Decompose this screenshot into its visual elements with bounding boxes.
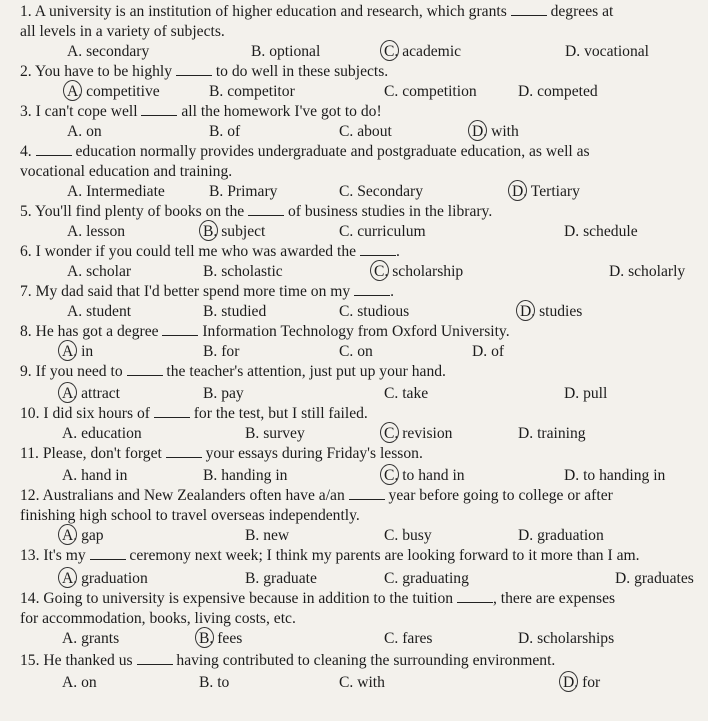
question-15-option-b: [199, 673, 229, 692]
question-1-stem: [20, 2, 613, 21]
question-10-option-b: [245, 424, 305, 443]
answer-blank: [248, 214, 284, 216]
option-letter: B.: [245, 570, 264, 587]
question-6-stem: [20, 242, 400, 261]
option-letter: B.: [209, 183, 228, 200]
option-letter: C.: [384, 467, 403, 484]
option-text: training: [537, 425, 586, 442]
stem-text: I did six hours of: [43, 405, 154, 422]
option-text: scholarships: [537, 630, 615, 647]
option-letter: D.: [520, 303, 540, 320]
option-text: Tertiary: [530, 183, 580, 200]
question-12-option-c: [384, 526, 432, 545]
question-10-stem: [20, 404, 368, 423]
question-1-option-d: [565, 42, 649, 61]
stem-text: having contributed to cleaning the surrounding environment.: [172, 652, 556, 669]
question-14-continuation: for accommodation, books, living costs, etc.: [20, 610, 296, 627]
stem-text: all the homework I've got to do!: [177, 103, 382, 120]
stem-text: your essays during Friday's lesson.: [201, 445, 423, 462]
question-12-option-a: [62, 526, 104, 545]
option-letter: A.: [62, 425, 82, 442]
question-6-option-c: [374, 262, 463, 281]
question-11-option-c: [384, 466, 465, 485]
option-text: lesson: [86, 223, 126, 240]
question-6-option-d: [609, 262, 685, 281]
option-letter: B.: [203, 385, 222, 402]
option-text: of: [491, 343, 505, 360]
question-number: 15.: [20, 652, 44, 669]
question-9-stem: [20, 362, 446, 381]
option-letter: B.: [209, 83, 228, 100]
option-text: gap: [81, 527, 104, 544]
stem-text: If you need to: [35, 363, 127, 380]
question-5-option-d: [564, 222, 638, 241]
stem-text: year before going to college or after: [384, 487, 613, 504]
question-15-option-a: [62, 673, 97, 692]
option-text: optional: [269, 43, 321, 60]
option-text: Primary: [227, 183, 278, 200]
question-number: 5.: [20, 203, 36, 220]
question-1-option-c: [384, 42, 461, 61]
answer-blank: [360, 254, 396, 256]
question-4-option-d: [512, 182, 580, 201]
option-text: graduation: [537, 527, 604, 544]
stem-text: You have to be highly: [35, 63, 176, 80]
option-text: for: [582, 674, 601, 691]
option-text: in: [81, 343, 94, 360]
stem-text: It's my: [43, 547, 90, 564]
answer-blank: [90, 558, 126, 560]
question-5-option-c: [339, 222, 426, 241]
option-text: Intermediate: [86, 183, 165, 200]
option-letter: D.: [564, 467, 584, 484]
answer-blank: [36, 154, 72, 156]
option-text: studies: [539, 303, 583, 320]
question-7-option-b: [203, 302, 266, 321]
answer-blank: [349, 498, 385, 500]
option-letter: A.: [62, 570, 82, 587]
option-text: take: [402, 385, 429, 402]
stem-text: of business studies in the library.: [284, 203, 493, 220]
option-letter: A.: [67, 303, 87, 320]
question-2-stem: [20, 62, 388, 81]
option-text: student: [86, 303, 132, 320]
question-9-option-a: [62, 384, 120, 403]
option-text: to: [217, 674, 230, 691]
option-text: about: [357, 123, 392, 140]
option-letter: C.: [339, 223, 358, 240]
answer-blank: [511, 14, 547, 16]
question-7-option-c: [339, 302, 409, 321]
option-text: fees: [217, 630, 243, 647]
option-letter: C.: [384, 425, 403, 442]
option-text: survey: [263, 425, 305, 442]
question-2-option-b: [209, 82, 295, 101]
option-letter: D.: [565, 43, 585, 60]
question-6-option-a: [67, 262, 131, 281]
question-11-stem: [20, 444, 423, 463]
question-8-stem: [20, 322, 510, 341]
stem-text: Information Technology from Oxford University.: [198, 323, 510, 340]
stem-text: Please, don't forget: [42, 445, 166, 462]
question-5-option-b: [203, 222, 265, 241]
option-text: pull: [583, 385, 608, 402]
question-1-continuation: all levels in a variety of subjects.: [20, 23, 225, 40]
stem-text: .: [390, 283, 395, 300]
option-text: scholarship: [392, 263, 464, 280]
option-letter: D.: [564, 223, 584, 240]
option-letter: C.: [384, 527, 403, 544]
option-letter: B.: [203, 223, 222, 240]
question-13-option-d: [615, 569, 694, 588]
stem-text: the teacher's attention, just put up your hand.: [162, 363, 446, 380]
option-text: scholarly: [628, 263, 686, 280]
question-14-option-b: [199, 629, 242, 648]
answer-blank: [162, 334, 198, 336]
option-letter: D.: [564, 385, 584, 402]
stem-text: ceremony next week; I think my parents are looking forward to it more than I am.: [125, 547, 640, 564]
option-letter: A.: [67, 83, 87, 100]
answer-blank: [154, 416, 190, 418]
option-text: attract: [81, 385, 121, 402]
answer-blank: [137, 663, 173, 665]
option-letter: D.: [512, 183, 531, 200]
question-12-continuation: finishing high school to travel overseas independently.: [20, 507, 360, 524]
question-number: 6.: [20, 243, 36, 260]
question-4-continuation: vocational education and training.: [20, 163, 233, 180]
stem-text: to do well in these subjects.: [211, 63, 389, 80]
stem-text: You'll find plenty of books on the: [35, 203, 249, 220]
option-text: on: [86, 123, 102, 140]
option-text: graduates: [634, 570, 694, 587]
question-number: 12.: [20, 487, 43, 504]
question-15-stem: [20, 651, 555, 670]
question-number: 4.: [20, 143, 36, 160]
option-letter: A.: [67, 123, 87, 140]
option-text: competed: [537, 83, 598, 100]
stem-text: , there are expenses: [493, 590, 616, 607]
question-6-option-b: [203, 262, 283, 281]
option-letter: D.: [609, 263, 629, 280]
stem-text: He has got a degree: [35, 323, 163, 340]
option-text: for: [221, 343, 240, 360]
question-7-option-a: [67, 302, 131, 321]
question-10-option-a: [62, 424, 142, 443]
option-text: education: [81, 425, 142, 442]
question-13-option-b: [245, 569, 317, 588]
option-text: to hand in: [402, 467, 465, 484]
option-letter: A.: [67, 43, 87, 60]
question-12-option-d: [518, 526, 604, 545]
option-text: studious: [357, 303, 410, 320]
option-letter: A.: [62, 467, 82, 484]
option-text: curriculum: [357, 223, 426, 240]
option-text: competition: [402, 83, 477, 100]
question-number: 8.: [20, 323, 36, 340]
option-text: of: [227, 123, 241, 140]
answer-blank: [457, 601, 493, 603]
question-13-option-c: [384, 569, 469, 588]
question-8-option-c: [339, 342, 373, 361]
question-8-option-a: [62, 342, 93, 361]
option-text: to handing in: [583, 467, 666, 484]
question-10-option-d: [518, 424, 586, 443]
stem-text: A university is an institution of higher education and research, which grants: [34, 3, 511, 20]
question-9-option-b: [203, 384, 244, 403]
question-14-option-c: [384, 629, 433, 648]
question-3-stem: [20, 102, 382, 121]
stem-text: He thanked us: [43, 652, 137, 669]
option-letter: A.: [67, 263, 87, 280]
question-2-option-d: [518, 82, 598, 101]
stem-text: .: [395, 243, 400, 260]
question-7-option-d: [520, 302, 582, 321]
option-text: subject: [221, 223, 266, 240]
option-letter: A.: [62, 674, 82, 691]
question-number: 2.: [20, 63, 36, 80]
stem-text: I wonder if you could tell me who was awarded the: [35, 243, 360, 260]
option-text: scholar: [86, 263, 132, 280]
stem-text: I can't cope well: [35, 103, 142, 120]
option-text: graduation: [81, 570, 148, 587]
option-letter: C.: [339, 343, 358, 360]
question-9-option-c: [384, 384, 428, 403]
option-letter: C.: [384, 385, 403, 402]
question-13-stem: [20, 546, 640, 565]
option-letter: D.: [518, 527, 538, 544]
option-text: secondary: [86, 43, 150, 60]
option-text: studied: [221, 303, 267, 320]
answer-blank: [176, 74, 212, 76]
question-1-option-b: [251, 42, 320, 61]
question-3-option-d: [472, 122, 519, 141]
question-number: 1.: [20, 3, 35, 20]
option-text: on: [81, 674, 97, 691]
option-text: schedule: [583, 223, 638, 240]
question-5-option-a: [67, 222, 125, 241]
question-3-option-a: [67, 122, 102, 141]
option-text: competitor: [227, 83, 295, 100]
option-letter: B.: [199, 630, 218, 647]
option-letter: A.: [67, 183, 87, 200]
option-letter: B.: [245, 425, 264, 442]
question-12-stem: [20, 486, 613, 505]
option-letter: D.: [518, 425, 538, 442]
question-number: 11.: [20, 445, 43, 462]
option-letter: B.: [203, 303, 222, 320]
option-letter: A.: [62, 630, 82, 647]
option-letter: D.: [518, 83, 538, 100]
question-9-option-d: [564, 384, 607, 403]
question-4-stem: [20, 142, 590, 161]
answer-blank: [166, 456, 202, 458]
option-letter: B.: [199, 674, 218, 691]
option-text: competitive: [86, 83, 160, 100]
option-letter: B.: [209, 123, 228, 140]
question-15-option-d: [563, 673, 600, 692]
option-letter: B.: [245, 527, 264, 544]
question-4-option-b: [209, 182, 277, 201]
option-text: with: [491, 123, 519, 140]
question-12-option-b: [245, 526, 289, 545]
question-8-option-b: [203, 342, 239, 361]
option-text: vocational: [584, 43, 650, 60]
question-number: 14.: [20, 590, 44, 607]
question-7-stem: [20, 282, 394, 301]
question-number: 10.: [20, 405, 44, 422]
question-4-option-c: [339, 182, 423, 201]
option-letter: D.: [518, 630, 538, 647]
option-text: graduate: [263, 570, 317, 587]
option-letter: C.: [339, 303, 358, 320]
question-3-option-c: [339, 122, 392, 141]
answer-blank: [141, 114, 177, 116]
stem-text: education normally provides undergraduate and postgraduate education, as well as: [71, 143, 590, 160]
option-text: busy: [402, 527, 432, 544]
question-number: 7.: [20, 283, 36, 300]
question-number: 9.: [20, 363, 36, 380]
option-letter: B.: [203, 467, 222, 484]
option-text: scholastic: [221, 263, 283, 280]
option-letter: A.: [62, 343, 82, 360]
question-14-stem: [20, 589, 615, 608]
option-letter: C.: [339, 674, 358, 691]
stem-text: Going to university is expensive because in addition to the tuition: [43, 590, 457, 607]
option-letter: B.: [203, 343, 222, 360]
option-text: pay: [221, 385, 244, 402]
option-letter: C.: [384, 43, 403, 60]
option-text: grants: [81, 630, 120, 647]
answer-blank: [354, 294, 390, 296]
option-letter: C.: [384, 570, 403, 587]
question-2-option-a: [67, 82, 160, 101]
question-13-option-a: [62, 569, 148, 588]
option-letter: B.: [251, 43, 270, 60]
question-2-option-c: [384, 82, 477, 101]
question-10-option-c: [384, 424, 452, 443]
question-11-option-d: [564, 466, 665, 485]
option-letter: D.: [472, 343, 492, 360]
option-text: fares: [402, 630, 433, 647]
option-letter: D.: [472, 123, 492, 140]
question-3-option-b: [209, 122, 240, 141]
question-number: 3.: [20, 103, 36, 120]
option-text: on: [357, 343, 373, 360]
option-text: new: [263, 527, 290, 544]
question-5-stem: [20, 202, 492, 221]
question-14-option-a: [62, 629, 119, 648]
answer-blank: [127, 374, 163, 376]
option-letter: C.: [384, 83, 403, 100]
question-1-option-a: [67, 42, 149, 61]
question-8-option-d: [472, 342, 504, 361]
option-letter: A.: [67, 223, 87, 240]
option-text: graduating: [402, 570, 469, 587]
option-letter: C.: [374, 263, 393, 280]
option-letter: A.: [62, 385, 82, 402]
option-text: with: [357, 674, 385, 691]
option-text: revision: [402, 425, 453, 442]
option-text: academic: [402, 43, 462, 60]
stem-text: Australians and New Zealanders often have a/an: [42, 487, 349, 504]
option-letter: B.: [203, 263, 222, 280]
stem-text: My dad said that I'd better spend more time on my: [35, 283, 355, 300]
option-letter: C.: [384, 630, 403, 647]
option-letter: C.: [339, 183, 358, 200]
option-letter: A.: [62, 527, 82, 544]
option-letter: D.: [615, 570, 635, 587]
question-11-option-a: [62, 466, 127, 485]
option-letter: D.: [563, 674, 583, 691]
option-text: handing in: [221, 467, 288, 484]
option-letter: C.: [339, 123, 358, 140]
question-15-option-c: [339, 673, 385, 692]
stem-text: degrees at: [546, 3, 614, 20]
question-4-option-a: [67, 182, 165, 201]
question-11-option-b: [203, 466, 287, 485]
stem-text: for the test, but I still failed.: [189, 405, 368, 422]
question-14-option-d: [518, 629, 614, 648]
option-text: Secondary: [357, 183, 424, 200]
question-number: 13.: [20, 547, 44, 564]
option-text: hand in: [81, 467, 128, 484]
